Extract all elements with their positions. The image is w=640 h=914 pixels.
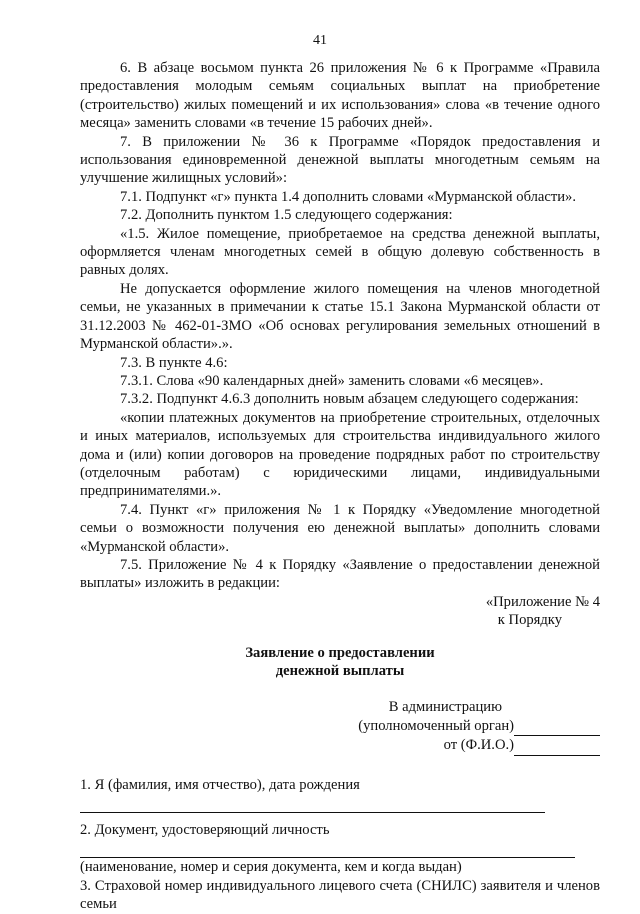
document-body (80, 59, 600, 914)
address-from-label: от (Ф.И.О.) (443, 737, 514, 754)
paragraph-7-5: 7.5. Приложение № 4 к Порядку «Заявление о предоставлении денежной выплаты» изложить в редакции: (80, 556, 600, 592)
page-number: 41 (313, 33, 327, 48)
field-3 (80, 877, 600, 914)
appendix-line-1: «Приложение № 4 (485, 593, 600, 610)
paragraph-7-3-2: 7.3.2. Подпункт 4.6.3 дополнить новым абзацем следующего содержания: (120, 391, 579, 408)
paragraph-copies: «копии платежных документов на приобретение строительных, отделочных и иных материалов, используемых для строительства индивидуального жилого дома и (или) копии договоров на проведение подрядных работ по строительству (отделочным работам) с юридическими лицами, индивидуальными предпринимателями.». (80, 409, 600, 500)
address-block (80, 698, 600, 755)
field-2-blank[interactable] (80, 839, 575, 858)
address-authority-label: (уполномоченный орган) (358, 717, 514, 734)
field-3-label: 3. Страховой номер индивидуального лицевого счета (СНИЛС) заявителя и членов семьи (80, 877, 600, 913)
field-1-label: 1. Я (фамилия, имя отчество), дата рождения (80, 776, 360, 793)
authority-blank[interactable] (514, 717, 600, 736)
paragraph-7-4: 7.4. Пункт «г» приложения № 1 к Порядку «Уведомление многодетной семьи о возможности получения ею денежной выплаты» дополнить словами «Мурманской области». (80, 501, 600, 555)
field-2-note: (наименование, номер и серия документа, кем и когда выдан) (80, 859, 462, 876)
paragraph-7-3-1: 7.3.1. Слова «90 календарных дней» заменить словами «6 месяцев». (120, 372, 544, 389)
field-1 (80, 776, 600, 813)
form-title-line-1: Заявление о предоставлении (245, 644, 435, 661)
field-2 (80, 821, 600, 877)
field-2-label: 2. Документ, удостоверяющий личность (80, 822, 330, 839)
paragraph-not-allowed: Не допускается оформление жилого помещения на членов многодетной семьи, не указанных в примечании к статье 15.1 Закона Мурманской области от 31.12.2003 № 462-01-ЗМО «Об основах регулирования земельных отношений в Мурманской области».». (80, 280, 600, 353)
paragraph-1-5: «1.5. Жилое помещение, приобретаемое на средства денежной выплаты, оформляется членам многодетных семей в общую долевую собственность в равных долях. (80, 225, 600, 279)
address-from-line (80, 736, 600, 755)
paragraph-6: 6. В абзаце восьмом пункта 26 приложения № 6 к Программе «Правила предоставления молодым семьям социальных выплат на приобретение (строительство) жилых помещений и их использования» слова «в течение одного месяца» заменить словами «в течение 15 рабочих дней». (80, 60, 600, 132)
address-authority-line (80, 717, 600, 736)
paragraph-7-2: 7.2. Дополнить пунктом 1.5 следующего содержания: (120, 207, 453, 224)
appendix-line-2: к Порядку (497, 612, 562, 629)
address-administration: В администрацию (388, 699, 502, 716)
paragraph-7-1: 7.1. Подпункт «г» пункта 1.4 дополнить словами «Мурманской области». (120, 188, 576, 205)
paragraph-7: 7. В приложении № 36 к Программе «Порядок предоставления и использования единовременной денежной выплаты многодетным семьям на улучшение жилищных условий»: (80, 133, 600, 187)
fio-blank[interactable] (514, 736, 600, 755)
form-title (80, 644, 600, 681)
paragraph-7-3: 7.3. В пункте 4.6: (120, 354, 228, 371)
field-1-blank[interactable] (80, 794, 545, 813)
form-title-line-2: денежной выплаты (275, 663, 405, 679)
appendix-reference (80, 593, 600, 630)
